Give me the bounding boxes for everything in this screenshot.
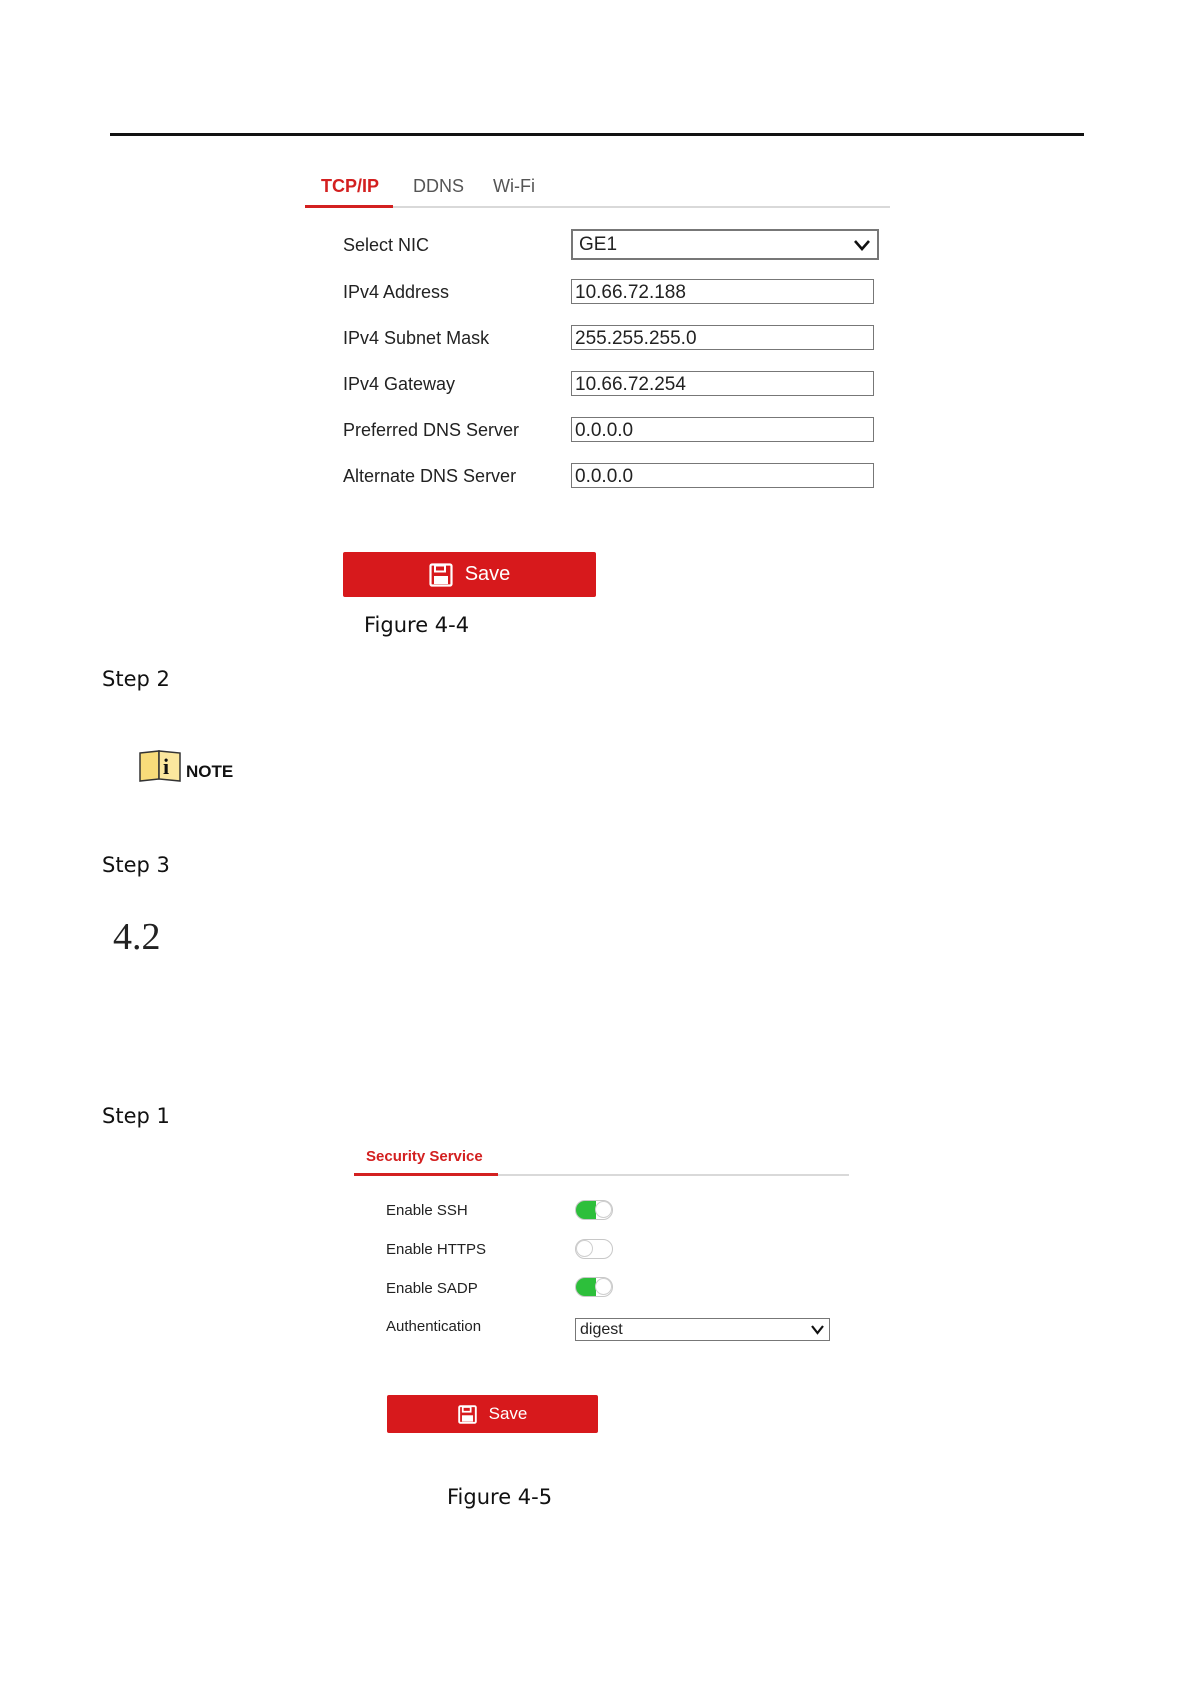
save-button[interactable]: [343, 552, 596, 597]
note-callout: [138, 748, 233, 782]
ipv4-address-input[interactable]: 10.66.72.188: [571, 279, 874, 304]
save-button-label: Save: [464, 563, 511, 585]
floppy-disk-icon: [429, 563, 453, 587]
ipv4-gateway-label: IPv4 Gateway: [343, 374, 456, 394]
figure-4-4-caption: Figure 4-4: [364, 613, 470, 637]
select-nic-dropdown[interactable]: [571, 229, 879, 260]
save-button-label: Save: [488, 1404, 528, 1423]
enable-sadp-label: Enable SADP: [386, 1280, 478, 1297]
info-book-icon: [138, 748, 184, 782]
tab-ddns[interactable]: DDNS: [413, 176, 465, 196]
chevron-down-icon: [853, 236, 871, 254]
enable-https-toggle[interactable]: [575, 1239, 613, 1259]
tab-wifi[interactable]: Wi-Fi: [493, 176, 535, 196]
step-3-label: Step 3: [102, 853, 170, 877]
tab-tcpip[interactable]: TCP/IP: [321, 176, 380, 196]
enable-ssh-toggle[interactable]: [575, 1200, 613, 1220]
svg-text:i: i: [163, 754, 170, 779]
floppy-disk-icon: [458, 1405, 477, 1424]
preferred-dns-label: Preferred DNS Server: [343, 420, 520, 440]
enable-sadp-toggle[interactable]: [575, 1277, 613, 1297]
step-2-label: Step 2: [102, 667, 170, 691]
alternate-dns-input[interactable]: 0.0.0.0: [571, 463, 874, 488]
toggle-knob: [576, 1240, 593, 1257]
figure-4-5-caption: Figure 4-5: [447, 1485, 553, 1509]
toggle-knob: [595, 1278, 612, 1295]
chevron-down-icon: [810, 1322, 825, 1337]
ipv4-subnet-mask-input[interactable]: 255.255.255.0: [571, 325, 874, 350]
authentication-label: Authentication: [386, 1318, 482, 1335]
alternate-dns-label: Alternate DNS Server: [343, 466, 517, 486]
active-tab-indicator: [354, 1173, 498, 1176]
select-nic-value: GE1: [579, 234, 618, 255]
active-tab-indicator: [305, 205, 393, 208]
toggle-knob: [595, 1201, 612, 1218]
network-tabs: [305, 170, 890, 208]
preferred-dns-input[interactable]: 0.0.0.0: [571, 417, 874, 442]
ipv4-address-label: IPv4 Address: [343, 282, 450, 302]
tab-security-service[interactable]: Security Service: [366, 1148, 483, 1165]
section-number: 4.2: [113, 916, 161, 958]
enable-ssh-label: Enable SSH: [386, 1202, 468, 1219]
select-nic-label: Select NIC: [343, 235, 430, 255]
authentication-dropdown[interactable]: [575, 1318, 830, 1341]
note-label: NOTE: [186, 762, 234, 781]
security-tabs: [354, 1146, 849, 1176]
authentication-value: digest: [580, 1321, 623, 1338]
header-rule: [110, 133, 1084, 136]
enable-https-label: Enable HTTPS: [386, 1241, 487, 1258]
step-1-label: Step 1: [102, 1104, 170, 1128]
ipv4-subnet-mask-label: IPv4 Subnet Mask: [343, 328, 490, 348]
ipv4-gateway-input[interactable]: 10.66.72.254: [571, 371, 874, 396]
security-save-button[interactable]: [387, 1395, 598, 1433]
